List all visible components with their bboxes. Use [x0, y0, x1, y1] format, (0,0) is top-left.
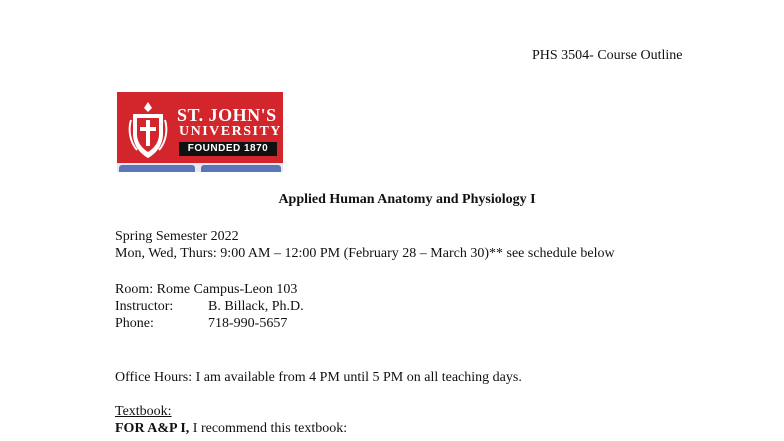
logo-tab: [119, 165, 195, 172]
university-logo: [117, 92, 283, 172]
room-text: Room: Rome Campus-Leon 103: [115, 282, 298, 297]
logo-tab: [201, 165, 281, 172]
textbook-recommend-bold: FOR A&P I,: [115, 421, 190, 436]
logo-name-line2: UNIVERSITY: [179, 124, 282, 139]
course-title: Applied Human Anatomy and Physiology I: [278, 192, 536, 207]
course-code-header: PHS 3504- Course Outline: [532, 48, 683, 63]
textbook-heading: Textbook:: [115, 404, 172, 419]
textbook-recommendation: [115, 421, 347, 437]
semester-text: Spring Semester 2022: [115, 229, 239, 244]
schedule-text: Mon, Wed, Thurs: 9:00 AM – 12:00 PM (February 28 – March 30)** see schedule below: [115, 246, 615, 261]
instructor-label: Instructor:: [115, 299, 174, 314]
university-crest-icon: [127, 100, 169, 160]
logo-founded-badge: FOUNDED 1870: [179, 142, 277, 156]
logo-name-line1: ST. JOHN'S: [177, 105, 277, 125]
phone-label: Phone:: [115, 316, 154, 331]
textbook-recommend-rest: I recommend this textbook:: [189, 421, 348, 436]
logo-tab-strip: [117, 163, 283, 172]
instructor-value: B. Billack, Ph.D.: [208, 299, 304, 314]
phone-value: 718-990-5657: [208, 316, 288, 331]
office-hours-text: Office Hours: I am available from 4 PM until 5 PM on all teaching days.: [115, 370, 522, 385]
